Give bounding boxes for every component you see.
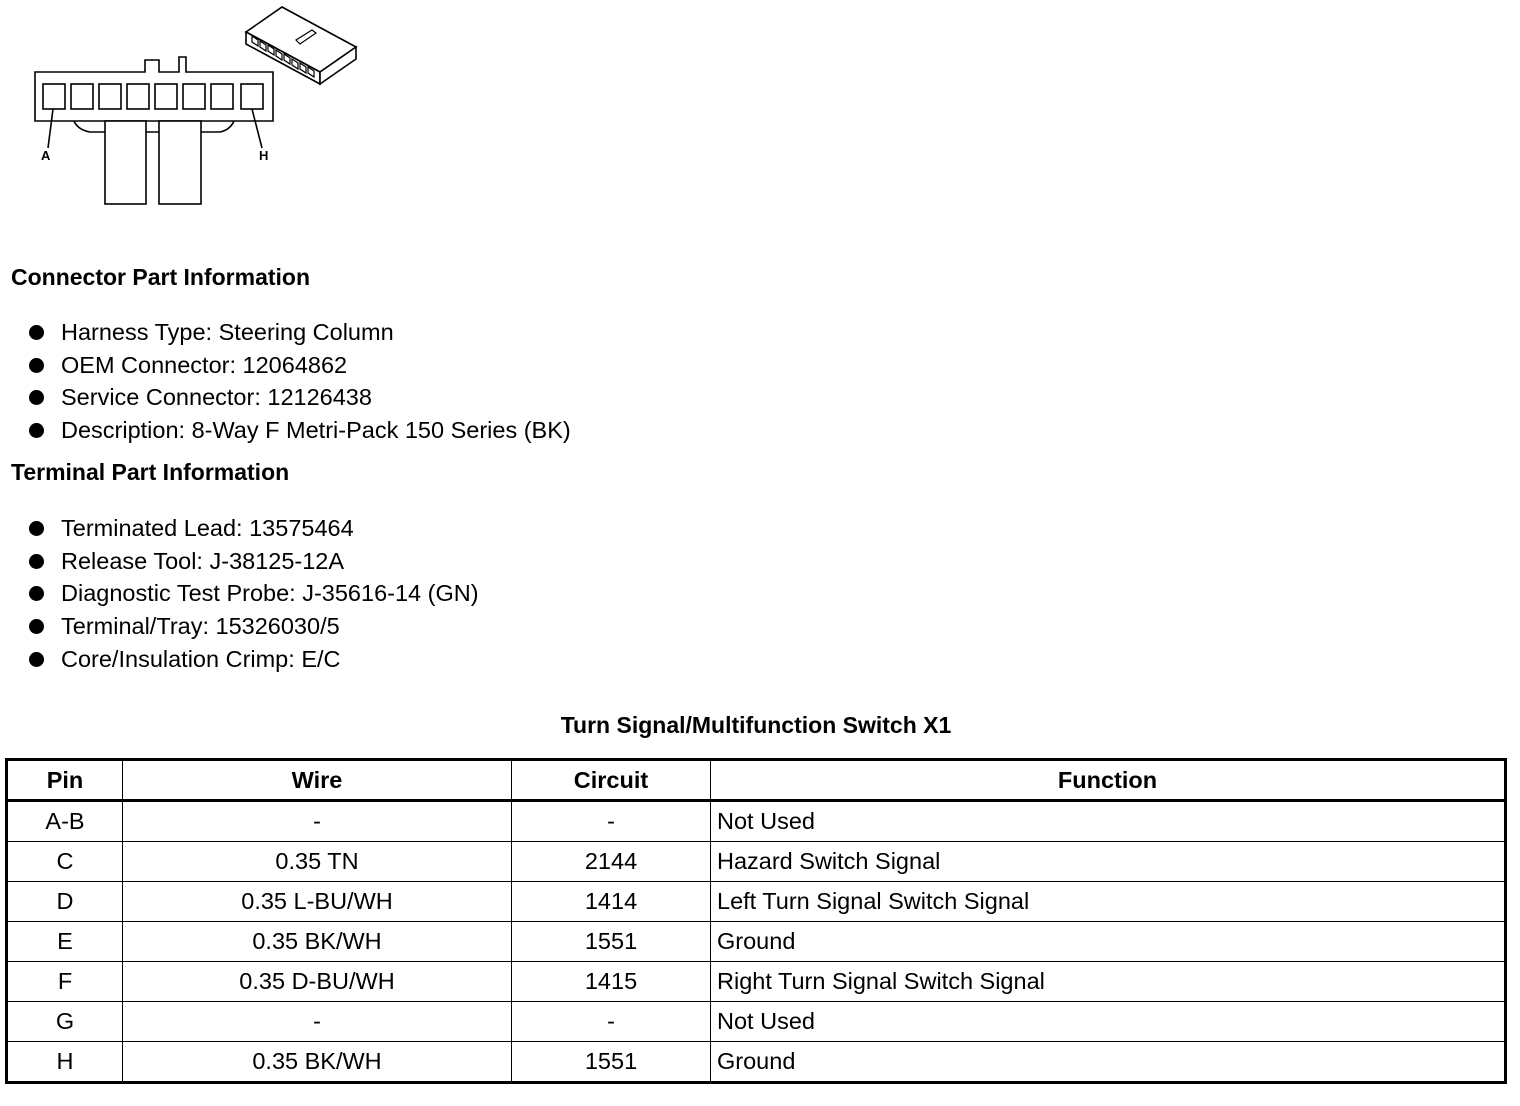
list-item [0, 545, 479, 578]
bullet-icon [29, 390, 44, 405]
column-header-function: Function [711, 760, 1506, 801]
list-item-text: Description: 8-Way F Metri-Pack 150 Series (BK) [61, 417, 571, 444]
table-row [7, 801, 1506, 842]
table-row [7, 962, 1506, 1002]
table-title: Turn Signal/Multifunction Switch X1 [560, 712, 952, 738]
list-item [0, 414, 571, 447]
table-row [7, 922, 1506, 962]
list-item [0, 381, 571, 414]
list-item-text: Harness Type: Steering Column [61, 319, 394, 345]
column-header-wire: Wire [123, 760, 512, 801]
list-item [0, 316, 571, 349]
cell-wire: 0.35 D-BU/WH [123, 962, 512, 1002]
cell-pin: C [7, 842, 123, 882]
bullet-icon [29, 325, 44, 340]
cell-wire: 0.35 L-BU/WH [123, 882, 512, 922]
cell-circuit: 1414 [512, 882, 711, 922]
list-item [0, 349, 571, 382]
column-header-pin: Pin [7, 760, 123, 801]
pin-label-a: A [41, 148, 51, 163]
table-row [7, 1042, 1506, 1083]
terminal-info-title: Terminal Part Information [11, 459, 290, 485]
cell-wire: 0.35 TN [123, 842, 512, 882]
cell-wire: - [123, 801, 512, 842]
list-item-text: Service Connector: 12126438 [61, 384, 372, 411]
list-item-text: Core/Insulation Crimp: E/C [61, 645, 341, 672]
connector-info-title: Connector Part Information [11, 264, 311, 290]
table-header-row [7, 760, 1506, 801]
cell-function: Hazard Switch Signal [711, 842, 1506, 882]
bullet-icon [29, 652, 44, 667]
cell-pin: D [7, 882, 123, 922]
list-item-text: Release Tool: J-38125-12A [61, 547, 345, 574]
table-row [7, 1002, 1506, 1042]
cell-function: Not Used [711, 1002, 1506, 1042]
cell-wire: 0.35 BK/WH [123, 922, 512, 962]
cell-function: Not Used [711, 801, 1506, 842]
list-item [0, 610, 479, 643]
cell-pin: H [7, 1042, 123, 1083]
list-item-text: Diagnostic Test Probe: J-35616-14 (GN) [61, 580, 479, 607]
list-item [0, 643, 479, 676]
cell-circuit: - [512, 801, 711, 842]
cell-pin: E [7, 922, 123, 962]
cell-function: Ground [711, 922, 1506, 962]
cell-circuit: - [512, 1002, 711, 1042]
list-item-text: Terminal/Tray: 15326030/5 [61, 613, 340, 640]
list-item [0, 512, 479, 545]
cell-circuit: 1551 [512, 922, 711, 962]
cell-pin: A-B [7, 801, 123, 842]
cell-wire: 0.35 BK/WH [123, 1042, 512, 1083]
cell-pin: G [7, 1002, 123, 1042]
bullet-icon [29, 619, 44, 634]
cell-pin: F [7, 962, 123, 1002]
connector-diagram [0, 0, 380, 215]
cell-function: Right Turn Signal Switch Signal [711, 962, 1506, 1002]
bullet-icon [29, 423, 44, 438]
list-item-text: OEM Connector: 12064862 [61, 351, 348, 378]
cell-function: Ground [711, 1042, 1506, 1083]
column-header-circuit: Circuit [512, 760, 711, 801]
bullet-icon [29, 586, 44, 601]
cell-circuit: 1415 [512, 962, 711, 1002]
pin-label-h: H [259, 148, 269, 163]
connector-info-list [0, 316, 571, 447]
cell-wire: - [123, 1002, 512, 1042]
pinout-table [5, 758, 1507, 1084]
cell-circuit: 2144 [512, 842, 711, 882]
bullet-icon [29, 554, 44, 569]
list-item [0, 577, 479, 610]
list-item-text: Terminated Lead: 13575464 [61, 515, 354, 541]
bullet-icon [29, 521, 44, 536]
connector-face-view [35, 57, 273, 204]
cell-function: Left Turn Signal Switch Signal [711, 882, 1506, 922]
table-row [7, 882, 1506, 922]
cell-circuit: 1551 [512, 1042, 711, 1083]
table-row [7, 842, 1506, 882]
bullet-icon [29, 358, 44, 373]
terminal-info-list [0, 512, 479, 675]
